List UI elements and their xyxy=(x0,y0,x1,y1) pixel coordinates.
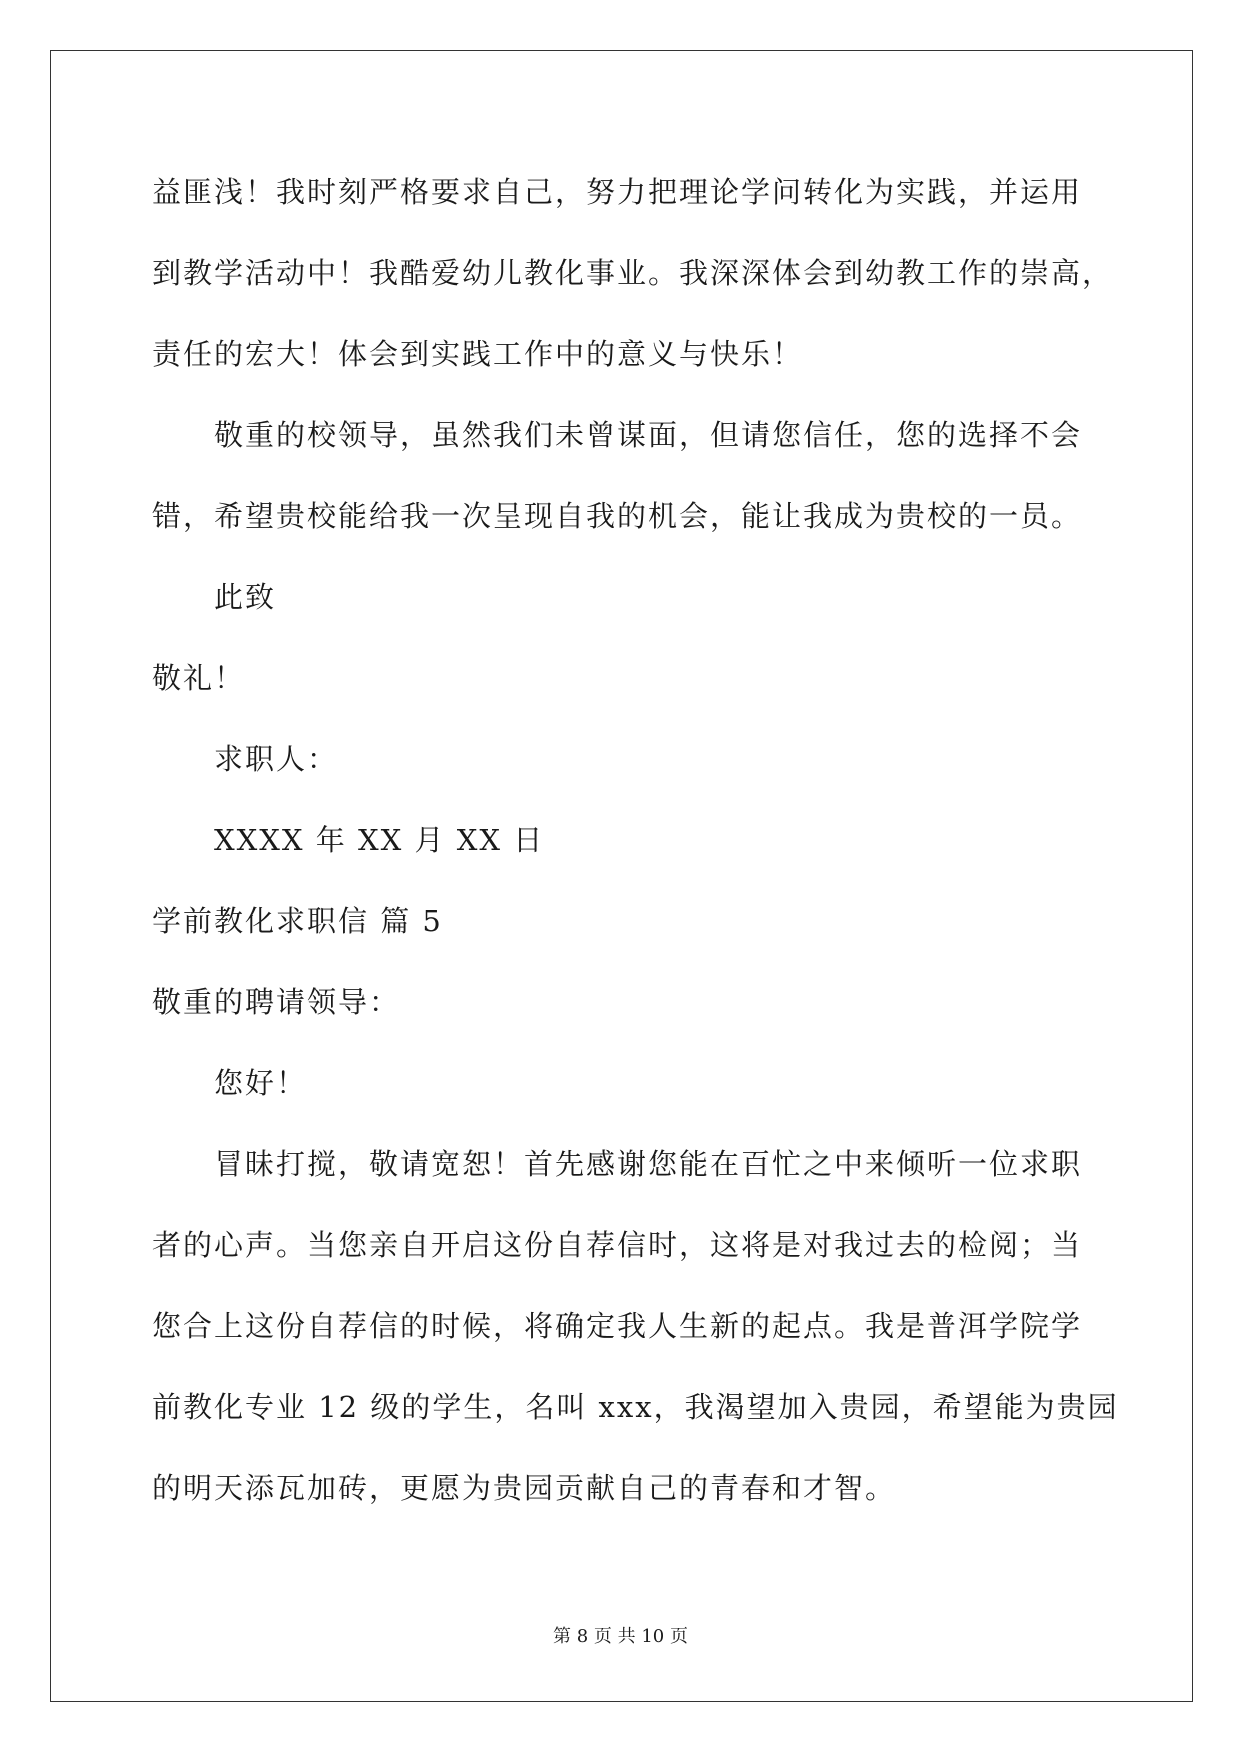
paragraph-line: 错，希望贵校能给我一次呈现自我的机会，能让我成为贵校的一员。 xyxy=(152,499,1083,533)
paragraph-line: 责任的宏大！体会到实践工作中的意义与快乐！ xyxy=(152,337,804,371)
page-footer: 第 8 页 共 10 页 xyxy=(553,1626,688,1647)
letter-date: XXXX 年 XX 月 XX 日 xyxy=(214,823,545,857)
paragraph-line: 您合上这份自荐信的时候，将确定我人生新的起点。我是普洱学院学 xyxy=(152,1309,1083,1343)
paragraph-line: 冒昧打搅，敬请宽恕！首先感谢您能在百忙之中来倾听一位求职 xyxy=(214,1147,1083,1181)
letter-addressee: 敬重的聘请领导： xyxy=(152,985,401,1019)
closing-salutation: 此致 xyxy=(214,580,277,614)
paragraph-line: 前教化专业 12 级的学生，名叫 xxx，我渴望加入贵园，希望能为贵园 xyxy=(152,1390,1119,1424)
closing-regards: 敬礼！ xyxy=(152,661,246,695)
paragraph-line: 的明天添瓦加砖，更愿为贵园贡献自己的青春和才智。 xyxy=(152,1471,897,1505)
paragraph-line: 敬重的校领导，虽然我们未曾谋面，但请您信任，您的选择不会 xyxy=(214,418,1083,452)
applicant-signature: 求职人： xyxy=(214,742,339,776)
paragraph-line: 到教学活动中！我酷爱幼儿教化事业。我深深体会到幼教工作的崇高， xyxy=(152,256,1114,290)
paragraph-line: 益匪浅！我时刻严格要求自己，努力把理论学问转化为实践，并运用 xyxy=(152,175,1083,209)
document-body xyxy=(152,152,1119,1529)
paragraph-line: 者的心声。当您亲自开启这份自荐信时，这将是对我过去的检阅；当 xyxy=(152,1228,1083,1262)
greeting: 您好！ xyxy=(214,1066,308,1100)
section-heading: 学前教化求职信 篇 5 xyxy=(152,904,443,938)
